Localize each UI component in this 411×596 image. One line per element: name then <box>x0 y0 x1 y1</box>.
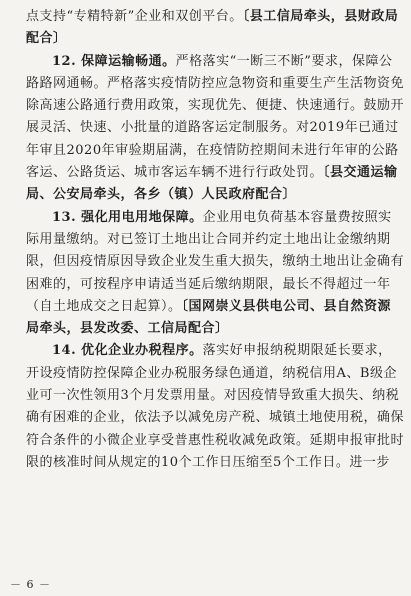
paragraph <box>26 51 404 207</box>
text-run: 企业用电负荷基本容量费按照实际用量缴纳。对已签订土地出让合同并约定土地出让金缴纳期限，但因疫情原因导致企业发生重大损失，缴纳土地出让金确有困难的，可按程序申请适当延后缴纳期限，最长不得超过一年（自土地成交之日起算）。 <box>26 209 405 314</box>
bold-run: 〔国网崇义县供电公司、县自然资源局牵头，县发改委、工信局配合〕 <box>26 298 392 337</box>
paragraph <box>26 6 404 51</box>
bold-run: 〔县交通运输局、公安局牵头，各乡（镇）人民政府配合〕 <box>26 165 398 203</box>
bold-run: 12. 保障运输畅通。 <box>52 53 176 69</box>
bold-run: 〔县工信局牵头，县财政局配合〕 <box>26 9 399 47</box>
bold-run: 13. 强化用电用地保障。 <box>52 209 203 225</box>
text-run: 落实好申报纳税期限延长要求，开设疫情防控保障企业办税服务绿色通道，纳税信用A、B级企业可一次性领用3个月发票用量。对因疫情导致重大损失、纳税确有困难的企业，依法予以减免房产税、城镇土地使用税，确保符合条件的小微企业享受普惠性税收减免政策。延期申报审批时限的核准时间从规定的10个工作日压缩至5个工作日。进一步 <box>26 343 405 470</box>
page-number: － 6 － <box>10 578 51 591</box>
text-run: 点支持“专精特新”企业和双创平台。 <box>26 9 243 24</box>
document-body <box>26 6 404 474</box>
paragraph <box>26 340 404 474</box>
text-run: 严格落实“一断三不断”要求，保障公路路网通畅。严格落实疫情防控应急物资和重要生产生活物资免除高速公路通行费用政策，实现优先、便捷、快速通行。鼓励开展灵活、快速、小批量的道路客运定制服务。对2019年已通过年审且2020年审验期届满，在疫情防控期间未进行年审的公路客运、公路货运、城市客运车辆不进行行政处罚。 <box>26 53 405 181</box>
paragraph <box>26 207 404 341</box>
bold-run: 14. 优化企业办税程序。 <box>52 343 203 359</box>
